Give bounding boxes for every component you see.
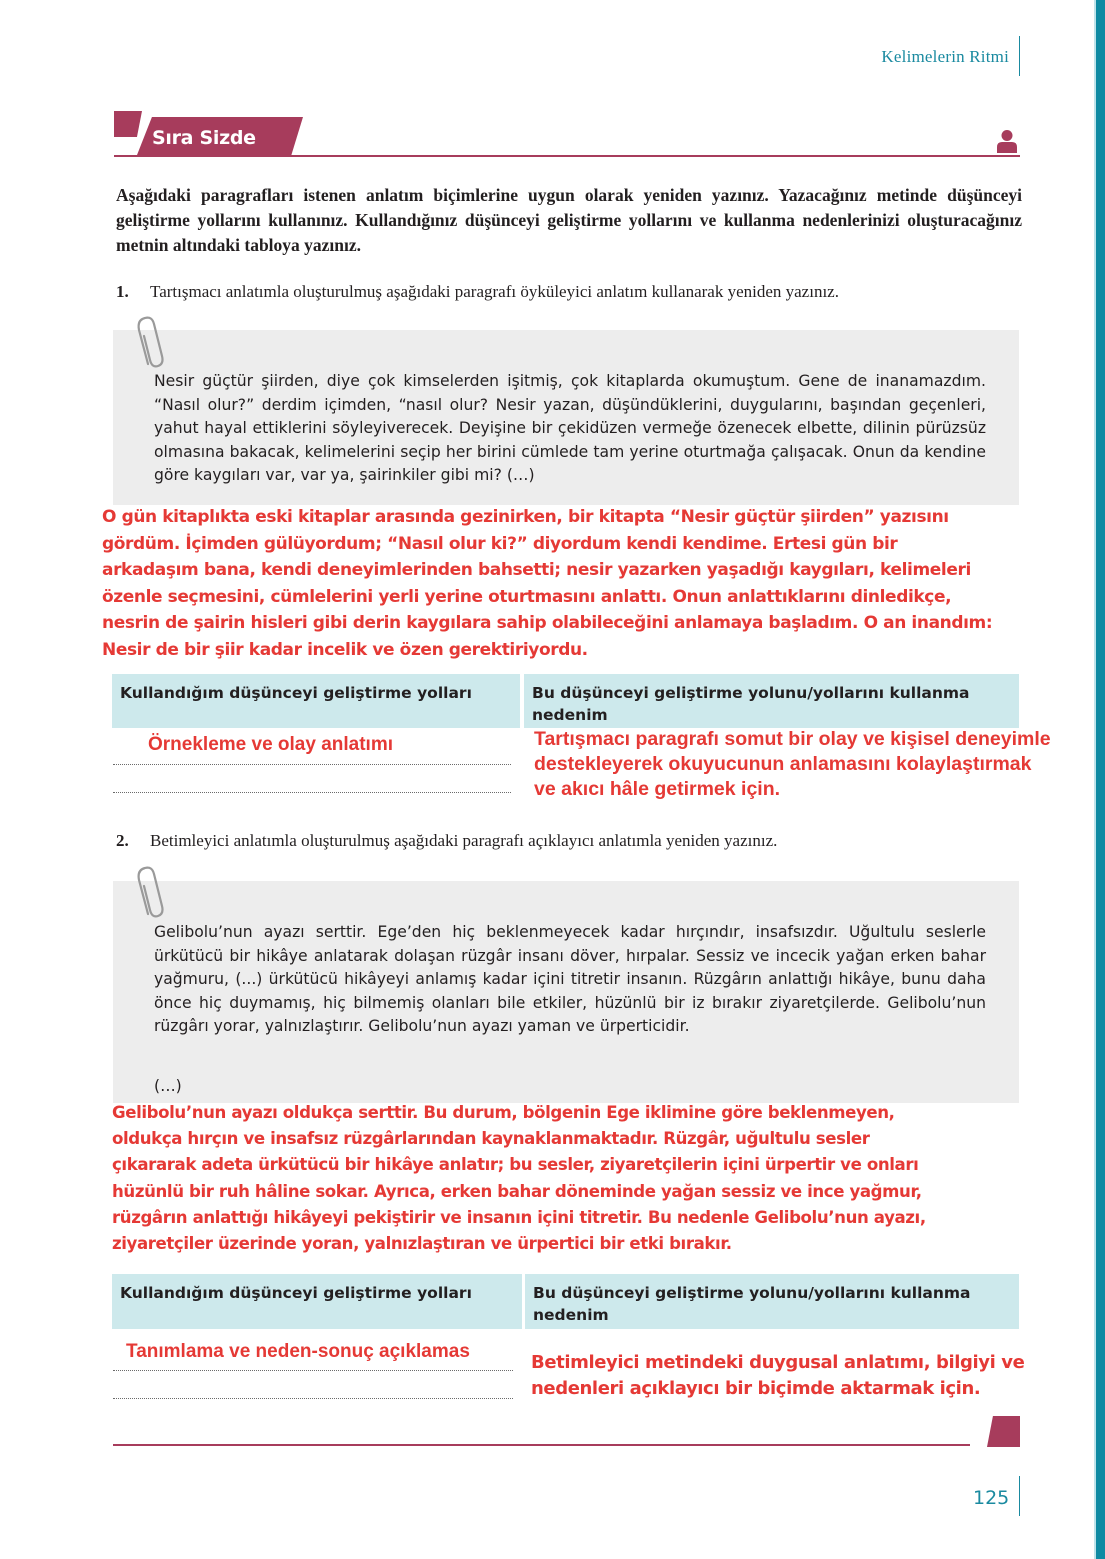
page-number: 125 [973,1487,1010,1509]
answer-line: çıkararak adeta ürkütücü bir hikâye anlatır; bu sesler, ziyaretçilerin içini ürpertir ve onları [112,1155,919,1175]
section-banner-rule [114,155,1020,157]
table-1-reason-answer: Tartışmacı paragrafı somut bir olay ve kişisel deneyimle destekleyerek okuyucunun anlamasını kolaylaştırmak ve akıcı hâle getirmek için. [534,728,1051,800]
quote-ellipsis-2: (…) [154,1077,182,1095]
question-2-number: 2. [116,831,129,850]
paperclip-icon [134,314,168,370]
answer-line: arkadaşım bana, kendi deneyimlerinden bahsetti; nesir yazarken yaşadığı kaygıları, kelimeleri [102,560,971,580]
answer-line: rüzgârın anlattığı hikâyeyi pekiştirir ve insanın içini titretir. Bu nedenle Gelibolu’nun ayazı, [112,1207,926,1227]
section-banner-label: Sıra Sizde [152,127,256,149]
answer-line: O gün kitaplıkta eski kitaplar arasında gezinirken, bir kitapta “Nesir güçtür şiirden” yazısını [102,507,949,527]
footer-rule [113,1444,970,1446]
page-number-rule [1019,1476,1020,1516]
answer-line: oldukça hırçın ve insafsız rüzgârlarından kaynaklanmaktadır. Rüzgâr, uğultulu sesler [112,1129,870,1149]
question-1-number: 1. [116,282,129,301]
quote-text-1: Nesir güçtür şiirden, diye çok kimselerden işitmiş, çok kitaplarda okumuştum. Gene de inanamazdım. “Nasıl olur?” derdim içimden, “nasıl olur? Nesir yazan, düşündüklerini, duygularını, başından geçenleri, yahut hayal ettiklerini söyleyiverecek. Deyişine bir çekidüzen vermeğe özenecek elbette, dilinin pürüzsüz olmasına bakacak, kelimelerini seçip her birini cümlede tam yerine oturtmağa çalışacak. Onun da kendine göre kaygıları var, var ya, şairinkiler gibi mi? (…) [154,372,986,484]
answer-line: hüzünlü bir ruh hâline sokar. Ayrıca, erken bahar döneminde yağan sessiz ve ince yağmur, [112,1181,922,1201]
table-2-header-reason: Bu düşünceyi geliştirme yolunu/yollarını kullanma nedenim [525,1274,1019,1329]
table-2-header-methods: Kullandığım düşünceyi geliştirme yolları [112,1274,522,1329]
answer-line: nesrin de şairin hisleri gibi derin kaygılara sahip olabileceğini anlamaya başladım. O an inandım: [102,613,993,633]
running-head: Kelimelerin Ritmi [881,47,1009,66]
quote-text-2: Gelibolu’nun ayazı serttir. Ege’den hiç beklenmeyecek kadar hırçındır, insafsızdır. Uğultulu seslerle ürkütücü bir hikâye anlatarak dolaşan rüzgâr insanı döver, hırpalar. Sessiz ve incecik yağan erken bahar yağmuru, (...) ürkütücü hikâyeyi anlamış kadar içini titretir insanın. Rüzgârın anlattığı hikâye, bunu daha önce hiç duymamış, hiç bilmemiş olanları bile etkiler, hüzünlü bir iz bırakır ziyaretçilerde. Gelibolu’nun rüzgârı yorar, yalnızlaştırır. Gelibolu’nun ayazı yaman ve ürperticidir. [154,923,986,1035]
question-2-prompt [116,831,777,851]
banner-square-decoration [114,111,142,137]
question-1-text: Tartışmacı anlatımla oluşturulmuş aşağıdaki paragrafı öyküleyici anlatım kullanarak yeniden yazınız. [150,282,839,301]
answer-text-2 [112,1100,1012,1257]
question-2-text: Betimleyici anlatımla oluşturulmuş aşağıdaki paragrafı açıklayıcı anlatımla yeniden yazınız. [150,831,778,850]
table-1-answer-line [113,764,511,765]
table-2-answer-line [113,1398,513,1399]
answer-text-1 [102,504,1052,663]
table-1-answer-line [113,792,511,793]
answer-line: gördüm. İçimden gülüyordum; “Nasıl olur ki?” diyordum kendi kendime. Ertesi gün bir [102,533,898,554]
table-2-reason-answer: Betimleyici metindeki duygusal anlatımı, bilgiyi ve nedenleri açıklayıcı bir biçimde aktarmak için. [531,1352,1025,1399]
answer-line: Nesir de bir şiir kadar incelik ve özen gerektiriyordu. [102,639,588,660]
running-head-rule [1019,36,1020,76]
answer-line: ziyaretçiler üzerinde yoran, yalnızlaştıran ve ürpertici bir etki bırakır. [112,1234,732,1254]
user-icon [996,129,1018,153]
table-2-answer-line [113,1370,513,1371]
table-1-header-reason: Bu düşünceyi geliştirme yolunu/yollarını kullanma nedenim [524,674,1019,728]
answer-line: Gelibolu’nun ayazı oldukça serttir. Bu durum, bölgenin Ege iklimine göre beklenmeyen, [112,1103,895,1122]
table-1-header-methods: Kullandığım düşünceyi geliştirme yolları [112,674,520,728]
footer-square-decoration [987,1416,1020,1447]
paperclip-icon [134,864,168,920]
table-2-method-answer: Tanımlama ve neden-sonuç açıklamas [126,1341,470,1362]
instructions-text: Aşağıdaki paragrafları istenen anlatım biçimlerine uygun olarak yeniden yazınız. Yazacağınız metinde düşünceyi geliştirme yollarını kullanınız. Kullandığınız düşünceyi geliştirme yollarını ve kullanma nedenlerinizi oluşturacağınız metnin altındaki tabloya yazınız. [116,185,1022,255]
question-1-prompt [116,282,839,302]
table-1-method-answer: Örnekleme ve olay anlatımı [148,734,394,755]
page-edge-bar [1096,0,1105,1559]
answer-line: özenle seçmesini, cümlelerini yerli yerine oturtmasını anlattı. Onun anlattıklarını dinledikçe, [102,586,952,607]
